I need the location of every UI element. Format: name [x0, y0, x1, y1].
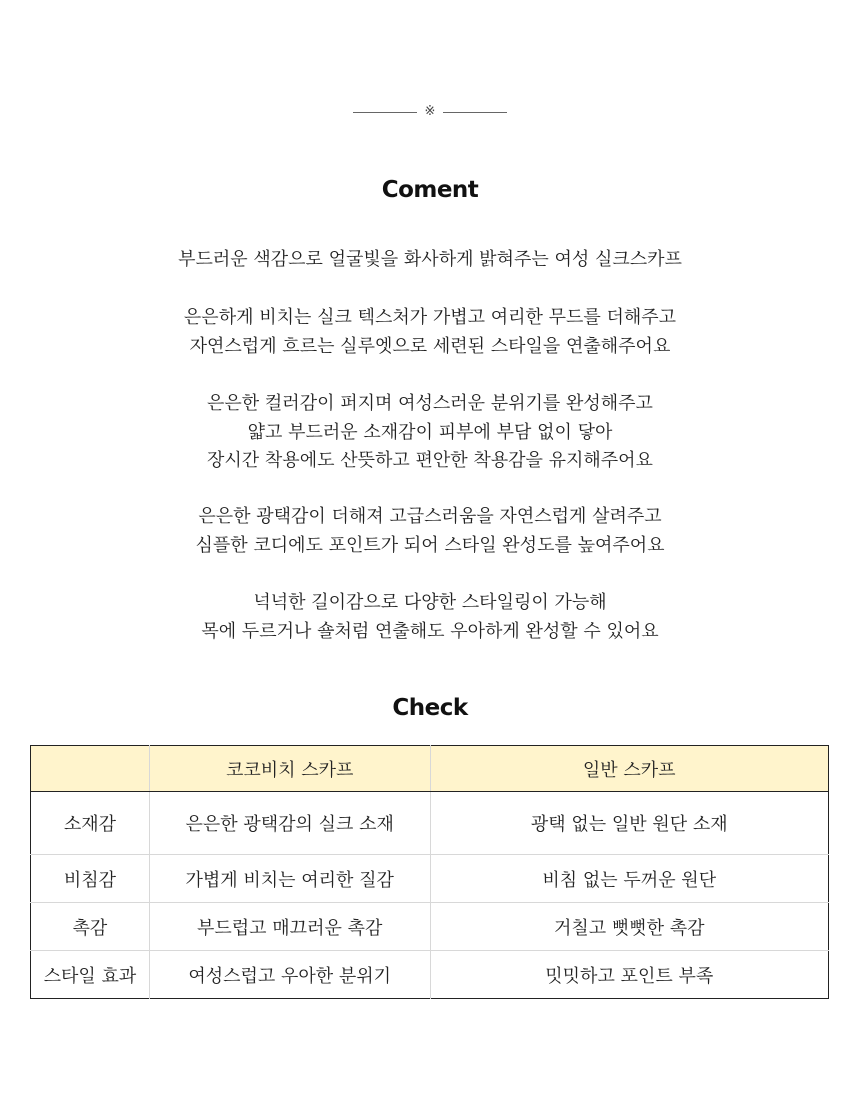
table-row: [31, 792, 829, 855]
divider-line-right: [443, 112, 507, 113]
paragraph-line: 심플한 코디에도 포인트가 되어 스타일 완성도를 높여주어요: [195, 534, 665, 556]
paragraph-3: [0, 503, 860, 560]
table-row: [31, 951, 829, 999]
table-header-row: [31, 746, 829, 792]
row-label: 비침감: [31, 855, 150, 903]
generic-value: 비침 없는 두꺼운 원단: [430, 855, 829, 903]
product-value: 부드럽고 매끄러운 촉감: [149, 903, 430, 951]
generic-value: 밋밋하고 포인트 부족: [430, 951, 829, 999]
paragraph-line: 은은한 컬러감이 퍼지며 여성스러운 분위기를 완성해주고: [207, 393, 653, 414]
paragraph-2: [0, 390, 860, 476]
coment-title: Coment: [381, 177, 479, 203]
check-title: Check: [392, 695, 468, 721]
header-empty-cell: [31, 746, 150, 792]
reference-mark-icon: ※: [424, 104, 436, 119]
paragraph-1: [0, 304, 860, 361]
paragraph-line: 자연스럽게 흐르는 실루엣으로 세련된 스타일을 연출해주어요: [189, 335, 671, 357]
row-label: 스타일 효과: [31, 951, 150, 999]
paragraph-line: 넉넉한 길이감으로 다양한 스타일링이 가능해: [253, 592, 607, 613]
header-product-cell: 코코비치 스카프: [149, 746, 430, 792]
header-generic-cell: 일반 스카프: [430, 746, 829, 792]
paragraph-line: 얇고 부드러운 소재감이 피부에 부담 없이 닿아: [247, 421, 613, 443]
paragraph-4: [0, 589, 860, 646]
row-label: 촉감: [31, 903, 150, 951]
divider-line-left: [353, 112, 417, 113]
product-value: 은은한 광택감의 실크 소재: [149, 792, 430, 855]
paragraph-line: 장시간 착용에도 산뜻하고 편안한 착용감을 유지해주어요: [207, 450, 653, 472]
paragraph-line: 은은하게 비치는 실크 텍스처가 가볍고 여리한 무드를 더해주고: [183, 307, 677, 328]
lead-line: 부드러운 색감으로 얼굴빛을 화사하게 밝혀주는 여성 실크스카프: [178, 249, 682, 270]
section-divider: [0, 103, 860, 121]
table-row: [31, 903, 829, 951]
generic-value: 광택 없는 일반 원단 소재: [430, 792, 829, 855]
row-label: 소재감: [63, 814, 117, 835]
paragraph-line: 은은한 광택감이 더해져 고급스러움을 자연스럽게 살려주고: [198, 506, 662, 527]
lead-text: [0, 246, 860, 275]
table-row: [31, 855, 829, 903]
paragraph-line: 목에 두르거나 숄처럼 연출해도 우아하게 완성할 수 있어요: [201, 620, 659, 642]
product-value: 여성스럽고 우아한 분위기: [149, 951, 430, 999]
comparison-table: [30, 745, 829, 999]
generic-value: 거칠고 뻣뻣한 촉감: [430, 903, 829, 951]
product-value: 가볍게 비치는 여리한 질감: [149, 855, 430, 903]
